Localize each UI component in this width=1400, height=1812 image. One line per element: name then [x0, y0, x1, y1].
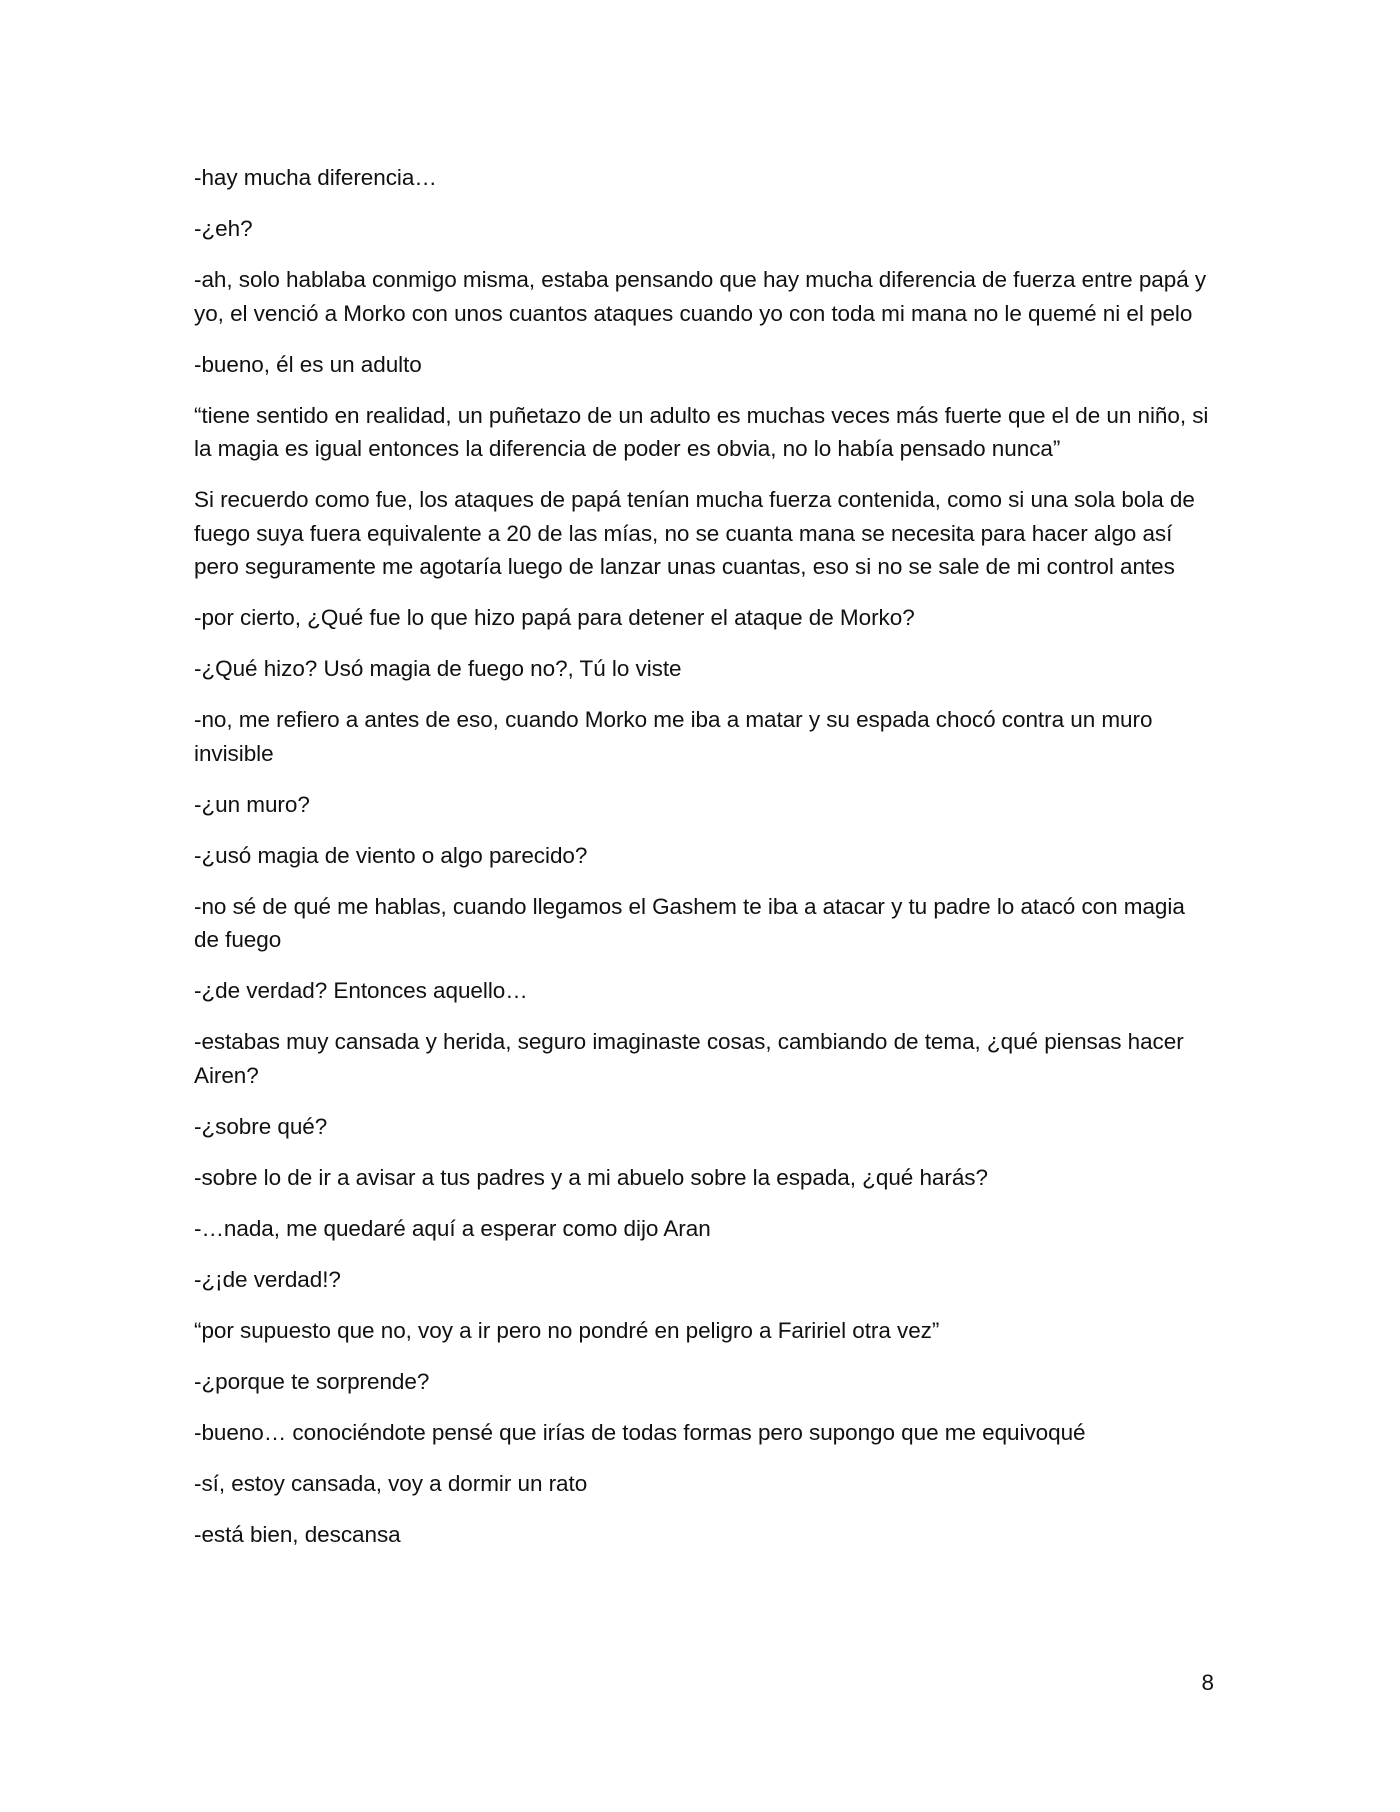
paragraph: -sobre lo de ir a avisar a tus padres y a mi abuelo sobre la espada, ¿qué harás? [194, 1164, 988, 1190]
paragraph: -sí, estoy cansada, voy a dormir un rato [194, 1470, 588, 1496]
paragraph: “tiene sentido en realidad, un puñetazo de un adulto es muchas veces más fuerte que el de un niño, si la magia es igual entonces la diferencia de poder es obvia, no lo había pensado nunca” [194, 402, 1209, 461]
paragraph: -está bien, descansa [194, 1521, 401, 1547]
paragraph: -¿usó magia de viento o algo parecido? [194, 842, 588, 868]
paragraph: -¿eh? [194, 216, 253, 241]
paragraph: -¿Qué hizo? Usó magia de fuego no?, Tú lo viste [194, 656, 682, 681]
paragraph: -ah, solo hablaba conmigo misma, estaba pensando que hay mucha diferencia de fuerza entre papá y yo, el venció a Morko con unos cuantos ataques cuando yo con toda mi mana no le quemé ni el pelo [194, 267, 1207, 326]
paragraph: -estabas muy cansada y herida, seguro imaginaste cosas, cambiando de tema, ¿qué piensas hacer Airen? [194, 1029, 1184, 1088]
paragraph: -no sé de qué me hablas, cuando llegamos el Gashem te iba a atacar y tu padre lo atacó con magia de fuego [194, 893, 1185, 952]
paragraph: -hay mucha diferencia… [194, 165, 437, 190]
text-body [194, 161, 1210, 1569]
paragraph: -¿porque te sorprende? [194, 1368, 430, 1394]
paragraph: -bueno… conociéndote pensé que irías de todas formas pero supongo que me equivoqué [194, 1419, 1086, 1445]
page-number: 8 [1201, 1670, 1214, 1695]
paragraph: -¿¡de verdad!? [194, 1266, 341, 1292]
paragraph: -¿un muro? [194, 791, 310, 817]
paragraph: “por supuesto que no, voy a ir pero no pondré en peligro a Faririel otra vez” [194, 1317, 940, 1343]
paragraph: -bueno, él es un adulto [194, 351, 422, 377]
paragraph: -por cierto, ¿Qué fue lo que hizo papá para detener el ataque de Morko? [194, 605, 915, 630]
paragraph: -¿sobre qué? [194, 1113, 328, 1139]
paragraph: -¿de verdad? Entonces aquello… [194, 978, 528, 1003]
paragraph: -no, me refiero a antes de eso, cuando Morko me iba a matar y su espada chocó contra un muro invisible [194, 707, 1153, 766]
paragraph: -…nada, me quedaré aquí a esperar como dijo Aran [194, 1215, 711, 1241]
paragraph: Si recuerdo como fue, los ataques de papá tenían mucha fuerza contenida, como si una sola bola de fuego suya fuera equivalente a 20 de las mías, no se cuanta mana se necesita para hacer algo así pero seguramente me agotaría luego de lanzar unas cuantas, eso si no se sale de mi control antes [194, 487, 1195, 579]
